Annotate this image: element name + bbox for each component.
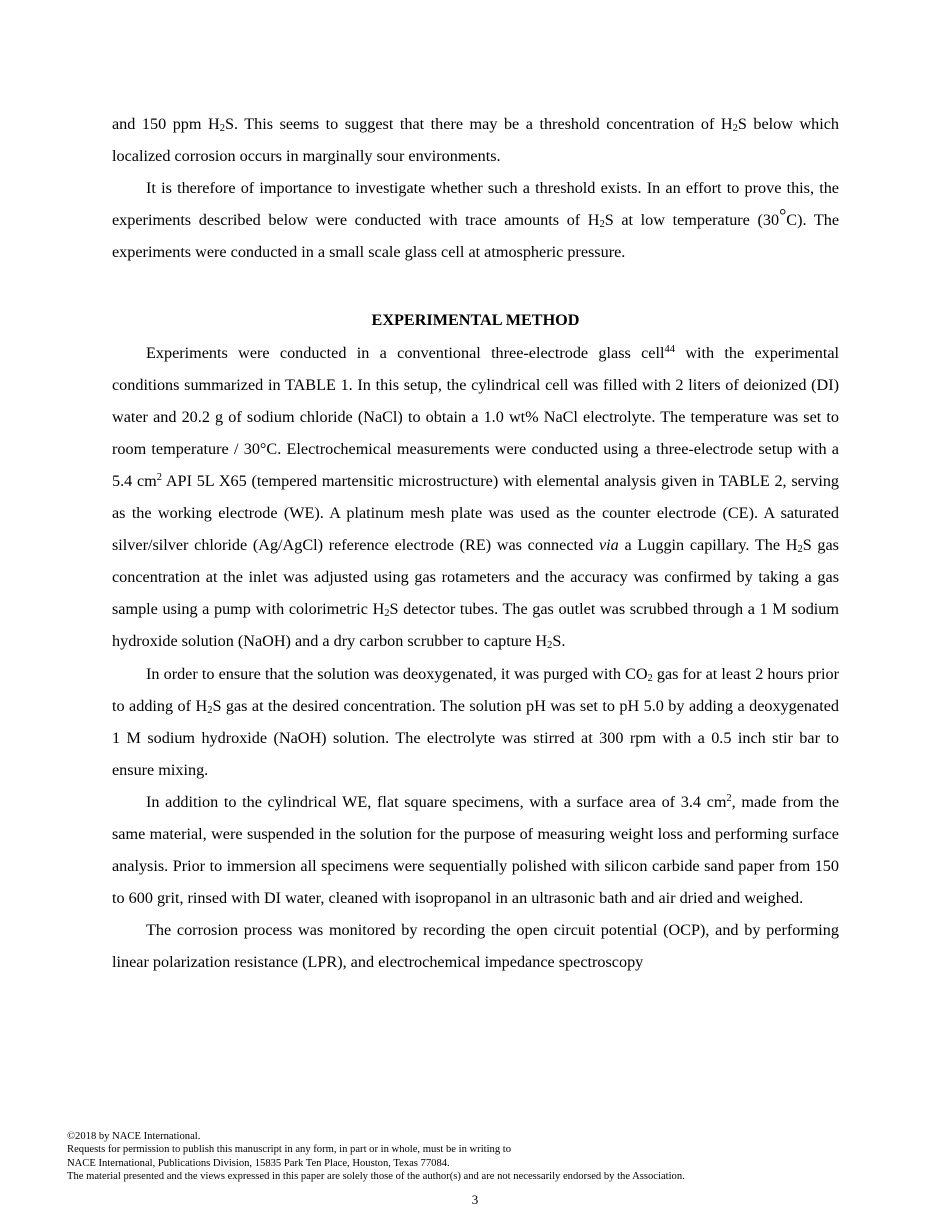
text-run: S below which localized corrosion occurs in marginally sour environments. [112,115,840,166]
text-run: S gas at the desired concentration. The solution pH was set to pH 5.0 by adding a deoxygenated 1 M sodium hydroxide (NaOH) solution. The electrolyte was stirred at 300 rpm with a 0.5 inch stir bar to ensure mixing. [112,696,839,779]
footer-line: The material presented and the views expressed in this paper are solely those of the author(s) and are not necessarily endorsed by the Association. [67,1171,685,1183]
text-run: gas for at least 2 hours prior to adding of H [112,664,839,715]
page-number: 3 [471,1192,479,1207]
subscript: 2 [732,123,738,134]
paragraph-specimens [112,786,839,914]
subscript: 2 [207,704,213,716]
subscript: 2 [219,123,225,134]
subscript: 2 [797,544,803,556]
footer-line: Requests for permission to publish this manuscript in any form, in part or in whole, must be in writing to [67,1144,512,1156]
text-run: S at low temperature (30 [604,211,780,230]
italic-text: via [599,536,619,555]
text-run: with the experimental conditions summarized in TABLE 1. In this setup, the cylindrical cell was filled with 2 liters of deionized (DI) water and 20.2 g of sodium chloride (NaCl) to obtain a 1.0 wt% NaCl electrolyte. The temperature was set to room temperature / 30°C. Electrochemical measurements were conducted using a three-electrode setup with a 5.4 cm [112,343,839,490]
text-run: S. This seems to suggest that there may be a threshold concentration of H [224,115,733,133]
text-run: and 150 ppm H [112,115,220,133]
text-run: C). The experiments were conducted in a small scale glass cell at atmospheric pressure. [112,211,840,262]
text-run: In order to ensure that the solution was deoxygenated, it was purged with CO [146,664,648,683]
subscript: 2 [647,672,653,684]
superscript: 2 [156,471,163,483]
reference-superscript: 44 [664,343,675,355]
text-run: In addition to the cylindrical WE, flat square specimens, with a surface area of 3.4 cm [146,792,727,811]
text-run: API 5L X65 (tempered martensitic microstructure) with elemental analysis given in TABLE 2, serving as the working electrode (WE). A platinum mesh plate was used as the counter electrode (CE). A saturated silver/silver chloride (Ag/AgCl) reference electrode (RE) was connected [112,471,840,555]
subscript: 2 [384,608,390,620]
superscript: 2 [726,792,732,804]
text-run: S gas concentration at the inlet was adjusted using gas rotameters and the accuracy was confirmed by taking a gas sample using a pump with colorimetric H [112,536,839,619]
text-run: Experiments were conducted in a conventional three-electrode glass cell [146,343,665,362]
text-run: , made from the same material, were suspended in the solution for the purpose of measuring weight loss and performing surface analysis. Prior to immersion all specimens were sequentially polished with silicon carbide sand paper from 150 to 600 grit, rinsed with DI water, cleaned with isopropanol in an ultrasonic bath and air dried and weighed. [112,792,840,908]
footer-line: ©2018 by NACE International. [67,1131,201,1142]
section-heading: EXPERIMENTAL METHOD [371,311,580,330]
paper-body [112,108,839,978]
footer-line: NACE International, Publications Division, 15835 Park Ten Place, Houston, Texas 77084. [67,1157,450,1169]
text-run: The corrosion process was monitored by recording the open circuit potential (OCP), and by performing linear polarization resistance (LPR), and electrochemical impedance spectroscopy [112,921,839,972]
text-run: It is therefore of importance to investigate whether such a threshold exists. In an effort to prove this, the experiments described below were conducted with trace amounts of H [112,179,839,230]
text-run: S. [552,632,566,651]
paragraph-deoxygenation [112,658,839,786]
copyright-footer [67,1130,685,1184]
subscript: 2 [547,640,553,652]
degree-symbol: ° [779,205,787,226]
paragraph-monitoring [112,914,839,978]
section-spacer [112,268,839,304]
subscript: 2 [599,219,605,231]
text-run: a Luggin capillary. The H [618,536,798,555]
paragraph-threshold-intro [112,108,839,172]
paragraph-cell-setup [112,337,839,658]
text-run: S detector tubes. The gas outlet was scrubbed through a 1 M sodium hydroxide solution (NaOH) and a dry carbon scrubber to capture H [112,600,839,651]
paragraph-motivation [112,172,839,268]
